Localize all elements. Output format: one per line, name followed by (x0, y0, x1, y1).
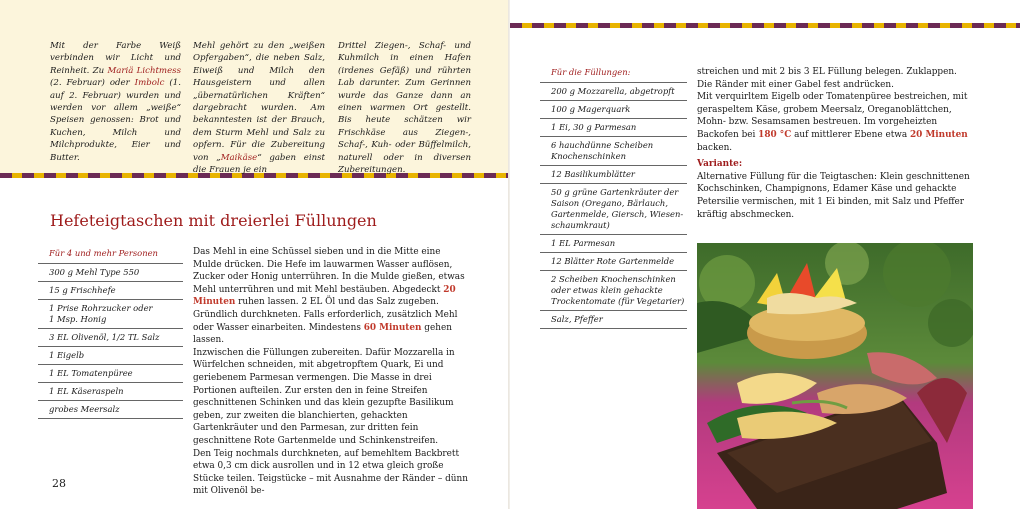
intro-column-2: Mehl gehört zu den „weißen Opfergaben“, die neben Salz, Eiweiß und Milch den Hausgeistern und allen „übernatürlichen Kräften“ dargebracht wurden. Am bekanntesten ist der Brauch, dem Sturm Mehl und Salz zu opfern. Für die Zubereitung von „Maikäse“ gaben einst die Frauen je ein (193, 41, 325, 176)
ingredient-item: 300 g Mehl Type 550 (38, 264, 183, 282)
ingredient-item: 1 Eigelb (38, 347, 183, 365)
highlight-text: Mariä Lichtmess (107, 65, 181, 76)
filling-item: 12 Basilikumblätter (540, 166, 687, 184)
filling-item: 100 g Magerquark (540, 101, 687, 119)
ingredient-item: 1 EL Käseraspeln (38, 383, 183, 401)
food-photo-image (697, 243, 973, 509)
variant-heading: Variante: (697, 159, 743, 170)
ingredients-list (38, 248, 183, 419)
method-continued-text: streichen und mit 2 bis 3 EL Füllung belegen. Zuklappen. Die Ränder mit einer Gabel fest andrücken. Mit verquirltem Eigelb oder Tomatenpüree bestreichen, mit geraspeltem Käse, grobem Meersalz, Oreganoblättchen, Mohn- bzw. Sesamsamen bestreuen. Im vorgeheizten Backofen bei 180 °C auf mittlerer Ebene etwa 20 Minuten backen. (697, 67, 968, 153)
intro-column-1: Mit der Farbe Weiß verbinden wir Licht und Reinheit. Zu Mariä Lichtmess (2. Februar) oder Imbolc (1. auf 2. Februar) wurden und werden vor allem „weiße“ Speisen genossen: Brot und Kuchen, Milch und Milchprodukte, Eier und Butter. (50, 41, 181, 163)
filling-item: 12 Blätter Rote Gartenmelde (540, 253, 687, 271)
filling-item: Salz, Pfeffer (540, 311, 687, 329)
filling-item: 1 Ei, 30 g Parmesan (540, 119, 687, 137)
ingredient-item: 3 EL Olivenöl, 1/2 TL Salz (38, 329, 183, 347)
highlight-text: Maikäse (220, 152, 258, 163)
method-continued (697, 66, 974, 221)
highlight-text: 60 Minuten (363, 322, 422, 333)
method-text: Das Mehl in eine Schüssel sieben und in die Mitte eine Mulde drücken. Die Hefe im lauwarmen Wasser auflösen, Zucker oder Honig unterrühren. In die Mulde gießen, etwas Mehl unterrühren und mit Mehl bestäuben. Abgedeckt 20 Minuten ruhen lassen. 2 EL Öl und das Salz zugeben. Gründlich durchkneten. Falls erforderlich, zusätzlich Mehl oder Wasser einarbeiten. Mindestens 60 Minuten gehen lassen. Inzwischen die Füllungen zubereiten. Dafür Mozzarella in Würfelchen schneiden, mit abgetropftem Quark, Ei und geriebenem Parmesan vermengen. Die Masse in drei Portionen aufteilen. Zur ersten den in feine Streifen geschnittenen Schinken und das klein gezupfte Basilikum geben, zur zweiten die blanchierten, gehackten Gartenkräuter und den Parmesan, zur dritten fein geschnittene Rote Gartenmelde und Schinkenstreifen. Den Teig nochmals durchkneten, auf bemehltem Backbrett etwa 0,3 cm dick ausrollen und in 12 etwa gleich große Stücke teilen. Teigstücke – mit Ausnahme der Ränder – dünn mit Olivenöl be- (193, 247, 468, 497)
ingredient-item: 1 Prise Rohrzucker oder 1 Msp. Honig (38, 300, 183, 329)
highlight-text: 20 Minuten (910, 129, 968, 140)
fillings-list (540, 67, 687, 329)
food-photo (697, 243, 973, 509)
filling-item: 200 g Mozzarella, abgetropft (540, 83, 687, 101)
filling-item: 50 g grüne Gartenkräuter der Saison (Oregano, Bärlauch, Gartenmelde, Giersch, Wiesen- schaumkraut) (540, 184, 687, 235)
fillings-heading: Für die Füllungen: (540, 67, 687, 83)
ingredient-item: 1 EL Tomatenpüree (38, 365, 183, 383)
highlight-text: 20 Minuten (193, 284, 456, 308)
ingredients-heading: Für 4 und mehr Personen (38, 248, 183, 264)
top-stripe (510, 23, 1020, 28)
filling-item: 2 Scheiben Knochenschinken oder etwas klein gehackte Trockentomate (für Vegetarier) (540, 271, 687, 311)
recipe-title: Hefeteigtaschen mit dreierlei Füllungen (50, 211, 377, 230)
highlight-text: Imbolc (134, 78, 165, 89)
filling-item: 6 hauchdünne Scheiben Knochenschinken (540, 137, 687, 166)
page-number: 28 (52, 477, 66, 490)
ingredient-item: 15 g Frischhefe (38, 282, 183, 300)
filling-item: 1 EL Parmesan (540, 235, 687, 253)
ingredient-item: grobes Meersalz (38, 401, 183, 419)
intro-column-3: Drittel Ziegen-, Schaf- und Kuhmilch in einen Hafen (irdenes Gefäß) und rührten Lab darunter. Zum Gerinnen wurde das Ganze dann an einen warmen Ort gestellt. Bis heute schätzen wir Frischkäse aus Ziegen-, Schaf-, Kuh- oder Büffelmilch, naturell oder in diversen Zubereitungen. (338, 41, 471, 176)
highlight-text: 180 °C (758, 129, 792, 140)
variant-text: Alternative Füllung für die Teigtaschen: Klein geschnittenen Kochschinken, Champignons, Edamer Käse und gehackte Petersilie vermischen, mit 1 Ei binden, mit Salz und Pfeffer kräftig abschmecken. (697, 171, 970, 220)
